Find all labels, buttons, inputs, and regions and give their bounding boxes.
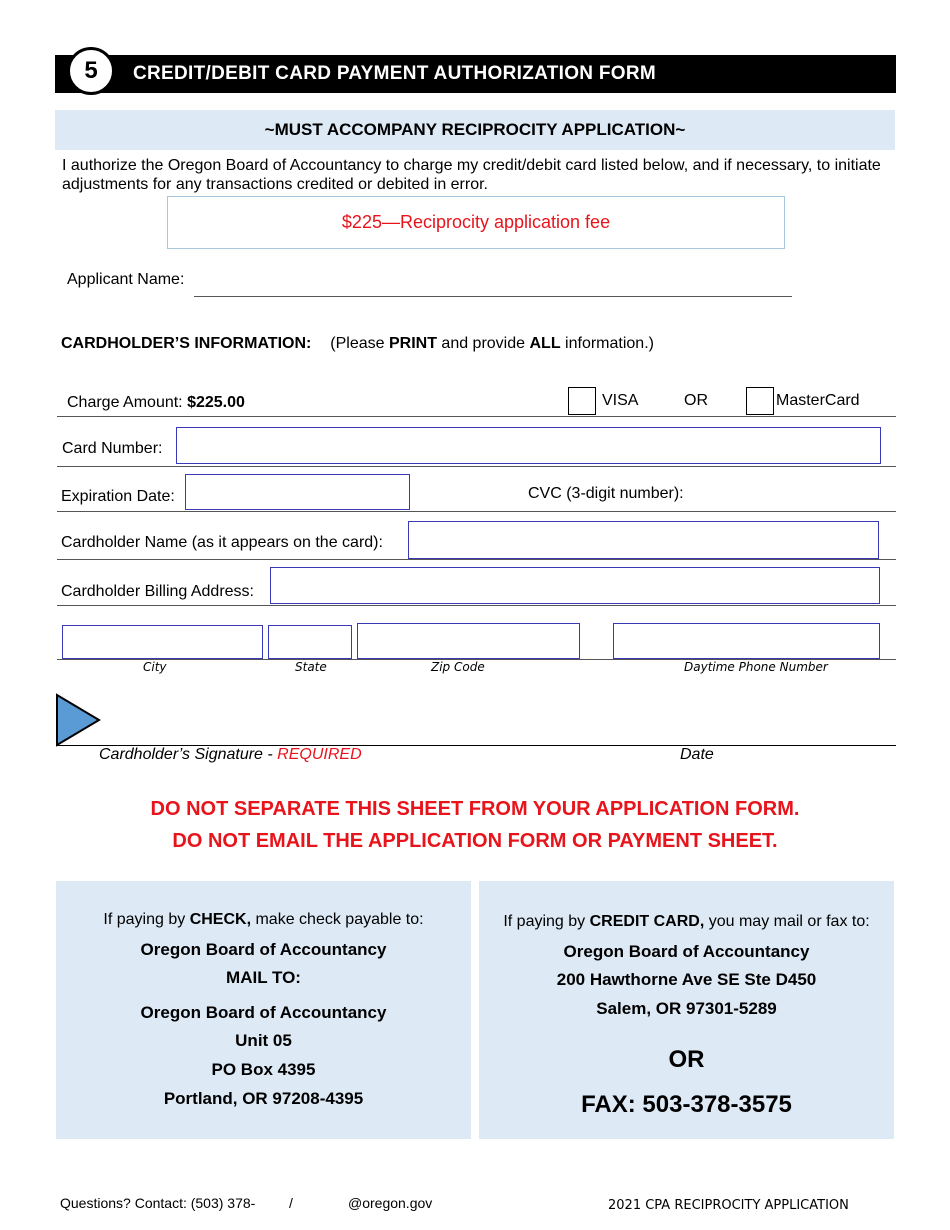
card-intro-bold: CREDIT CARD,: [589, 913, 705, 930]
zip-code-label: Zip Code: [431, 660, 485, 674]
date-label: Date: [680, 746, 714, 763]
applicant-name-label: Applicant Name:: [67, 271, 185, 288]
city-label: City: [143, 660, 167, 674]
signature-label: [99, 746, 362, 764]
state-input[interactable]: [268, 625, 352, 659]
check-intro-post: make check payable to:: [251, 911, 424, 928]
card-intro: [479, 913, 894, 931]
step-number-badge: 5: [67, 47, 115, 95]
card-or: OR: [668, 1046, 705, 1073]
check-address-line-4: Portland, OR 97208-4395: [163, 1089, 364, 1108]
fee-box: $225—Reciprocity application fee: [167, 196, 785, 249]
check-intro: [56, 911, 471, 929]
check-intro-pre: If paying by: [103, 911, 190, 928]
requirement-banner: ~MUST ACCOMPANY RECIPROCITY APPLICATION~: [55, 110, 895, 150]
check-address-line-3: PO Box 4395: [211, 1060, 316, 1079]
mastercard-label: MasterCard: [776, 392, 860, 409]
expiration-date-label: Expiration Date:: [61, 488, 175, 505]
phone-number-label: Daytime Phone Number: [684, 660, 828, 674]
charge-amount-value: $225.00: [187, 394, 245, 411]
check-address-line-2: Unit 05: [235, 1031, 292, 1050]
state-label: State: [295, 660, 327, 674]
row-divider: [57, 559, 896, 560]
signature-label-text: Cardholder’s Signature -: [99, 746, 278, 763]
instr-open: (Please: [330, 335, 389, 352]
card-address-line-3: Salem, OR 97301-5289: [596, 999, 777, 1018]
zip-code-input[interactable]: [357, 623, 580, 659]
instr-mid: and provide: [436, 335, 530, 352]
applicant-name-field[interactable]: [194, 296, 792, 297]
form-title: CREDIT/DEBIT CARD PAYMENT AUTHORIZATION FORM: [133, 63, 657, 84]
cardholder-info-title: CARDHOLDER’S INFORMATION:: [61, 335, 312, 352]
or-label: OR: [684, 392, 708, 409]
check-intro-bold: CHECK,: [189, 911, 252, 928]
card-intro-pre: If paying by: [503, 913, 590, 930]
card-address-line-2: 200 Hawthorne Ave SE Ste D450: [556, 970, 817, 989]
fax-number: FAX: 503-378-3575: [581, 1091, 792, 1118]
cardholder-name-label: Cardholder Name (as it appears on the card):: [61, 534, 383, 551]
visa-label: VISA: [602, 392, 639, 409]
check-mail-to: MAIL TO:: [226, 968, 301, 987]
instr-all: ALL: [529, 335, 561, 352]
footer-slash: /: [289, 1195, 293, 1211]
signature-required: REQUIRED: [277, 746, 362, 763]
card-address-line-1: Oregon Board of Accountancy: [563, 942, 810, 961]
phone-number-input[interactable]: [613, 623, 880, 659]
footer-contact-phone: Questions? Contact: (503) 378-: [60, 1195, 256, 1211]
instr-print: PRINT: [388, 335, 437, 352]
charge-amount-label: Charge Amount:: [67, 394, 188, 411]
charge-amount: [67, 394, 245, 412]
card-number-input[interactable]: [176, 427, 881, 464]
cvc-label: CVC (3-digit number):: [528, 485, 684, 502]
row-divider: [57, 416, 896, 417]
instr-close: information.): [560, 335, 654, 352]
footer-document-name: 2021 CPA RECIPROCITY APPLICATION: [608, 1198, 849, 1213]
check-payee: Oregon Board of Accountancy: [140, 940, 387, 959]
row-divider: [57, 605, 896, 606]
card-intro-post: you may mail or fax to:: [704, 913, 870, 930]
sign-here-arrow-icon: [55, 693, 103, 749]
billing-address-input[interactable]: [270, 567, 880, 604]
card-number-label: Card Number:: [62, 440, 163, 457]
billing-address-label: Cardholder Billing Address:: [61, 583, 254, 600]
check-address-line-1: Oregon Board of Accountancy: [140, 1003, 387, 1022]
cardholder-info-heading: [61, 335, 654, 353]
row-divider: [57, 511, 896, 512]
expiration-date-input[interactable]: [185, 474, 410, 510]
warning-separate: DO NOT SEPARATE THIS SHEET FROM YOUR APPLICATION FORM.: [150, 798, 800, 820]
city-input[interactable]: [62, 625, 263, 659]
footer-email[interactable]: @oregon.gov: [348, 1195, 433, 1211]
warning-email: DO NOT EMAIL THE APPLICATION FORM OR PAYMENT SHEET.: [172, 830, 778, 852]
mastercard-checkbox[interactable]: [746, 387, 774, 415]
row-divider: [57, 466, 896, 467]
cardholder-name-input[interactable]: [408, 521, 879, 559]
visa-checkbox[interactable]: [568, 387, 596, 415]
authorization-text: I authorize the Oregon Board of Accountancy to charge my credit/debit card listed below, and if necessary, to initiate adjustments for any transactions credited or debited in error.: [62, 157, 881, 193]
